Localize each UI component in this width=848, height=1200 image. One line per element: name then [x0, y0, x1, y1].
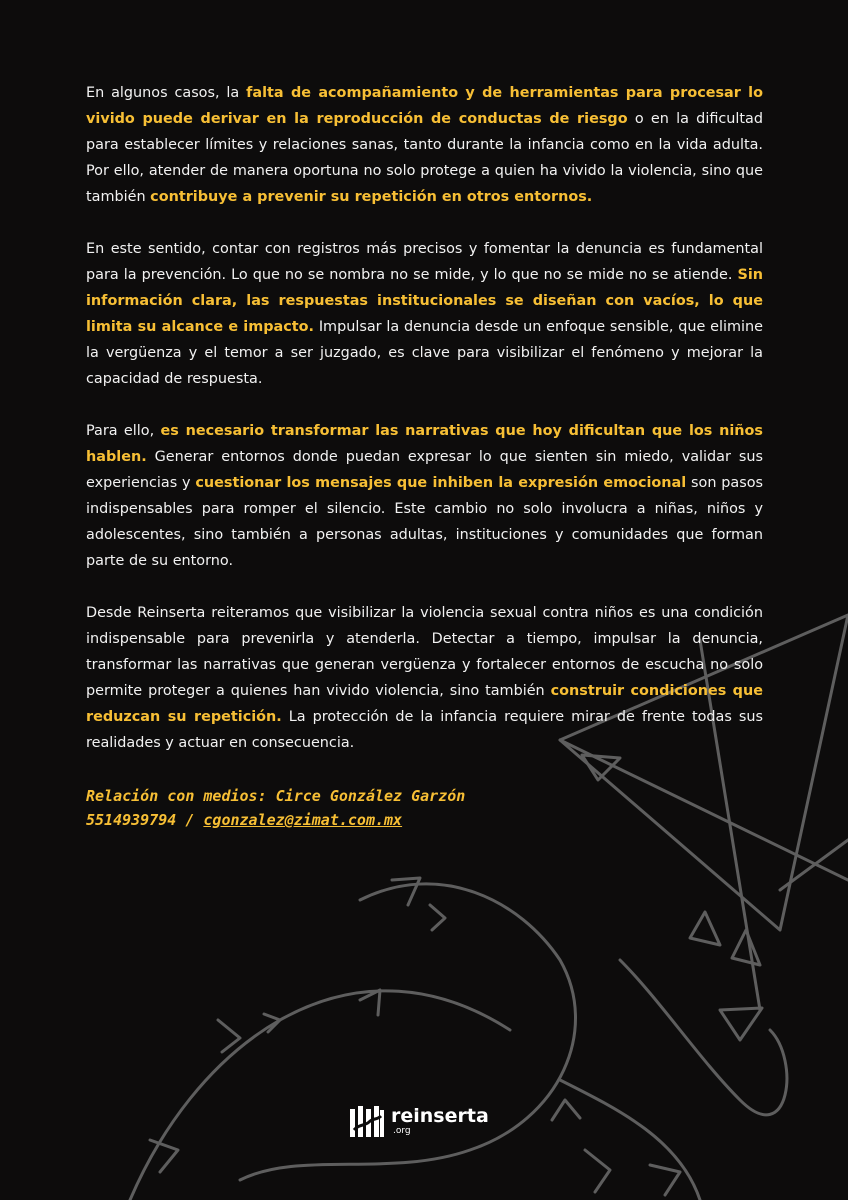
logo-wordmark: reinserta	[391, 1104, 489, 1127]
media-contact	[86, 784, 763, 832]
paragraph-4: Desde Reinserta reiteramos que visibilizar la violencia sexual contra niños es una condición indispensable para prevenirla y atenderla. Detectar a tiempo, impulsar la denuncia, transformar las narrativas que generan vergüenza y fortalecer entornos de escucha no solo permite proteger a quienes han vivido violencia, sino también construir condiciones que reduzcan su repetición. La protección de la infancia requiere mirar de frente todas sus realidades y actuar en consecuencia.	[86, 605, 763, 751]
reinserta-logo	[349, 1104, 489, 1138]
document-body	[86, 80, 763, 832]
contact-phone: 5514939794 /	[86, 811, 204, 829]
media-contact-name: Relación con medios: Circe González Garzón	[86, 787, 466, 805]
reinserta-logo-icon	[349, 1104, 385, 1138]
paragraph-3: Para ello, es necesario transformar las narrativas que hoy dificultan que los niños hablen. Generar entornos donde puedan expresar lo que sienten sin miedo, validar sus experiencias y cuestionar los mensajes que inhiben la expresión emocional son pasos indispensables para romper el silencio. Este cambio no solo involucra a niñas, niños y adolescentes, sino también a personas adultas, instituciones y comunidades que forman parte de su entorno.	[86, 423, 764, 569]
logo-domain: .org	[393, 1125, 411, 1136]
paragraph-2: En este sentido, contar con registros más precisos y fomentar la denuncia es fundamental para la prevención. Lo que no se nombra no se mide, y lo que no se mide no se atiende. Sin información clara, las respuestas institucionales se diseñan con vacíos, lo que limita su alcance e impacto. Impulsar la denuncia desde un enfoque sensible, que elimine la vergüenza y el temor a ser juzgado, es clave para visibilizar el fenómeno y mejorar la capacidad de respuesta.	[86, 241, 763, 387]
paragraph-1: En algunos casos, la falta de acompañamiento y de herramientas para procesar lo vivido puede derivar en la reproducción de conductas de riesgo o en la dificultad para establecer límites y relaciones sanas, tanto durante la infancia como en la vida adulta. Por ello, atender de manera oportuna no solo protege a quien ha vivido la violencia, sino que también contribuye a prevenir su repetición en otros entornos.	[86, 85, 764, 205]
contact-email-link[interactable]: cgonzalez@zimat.com.mx	[203, 811, 403, 829]
media-contact-details	[86, 808, 763, 832]
